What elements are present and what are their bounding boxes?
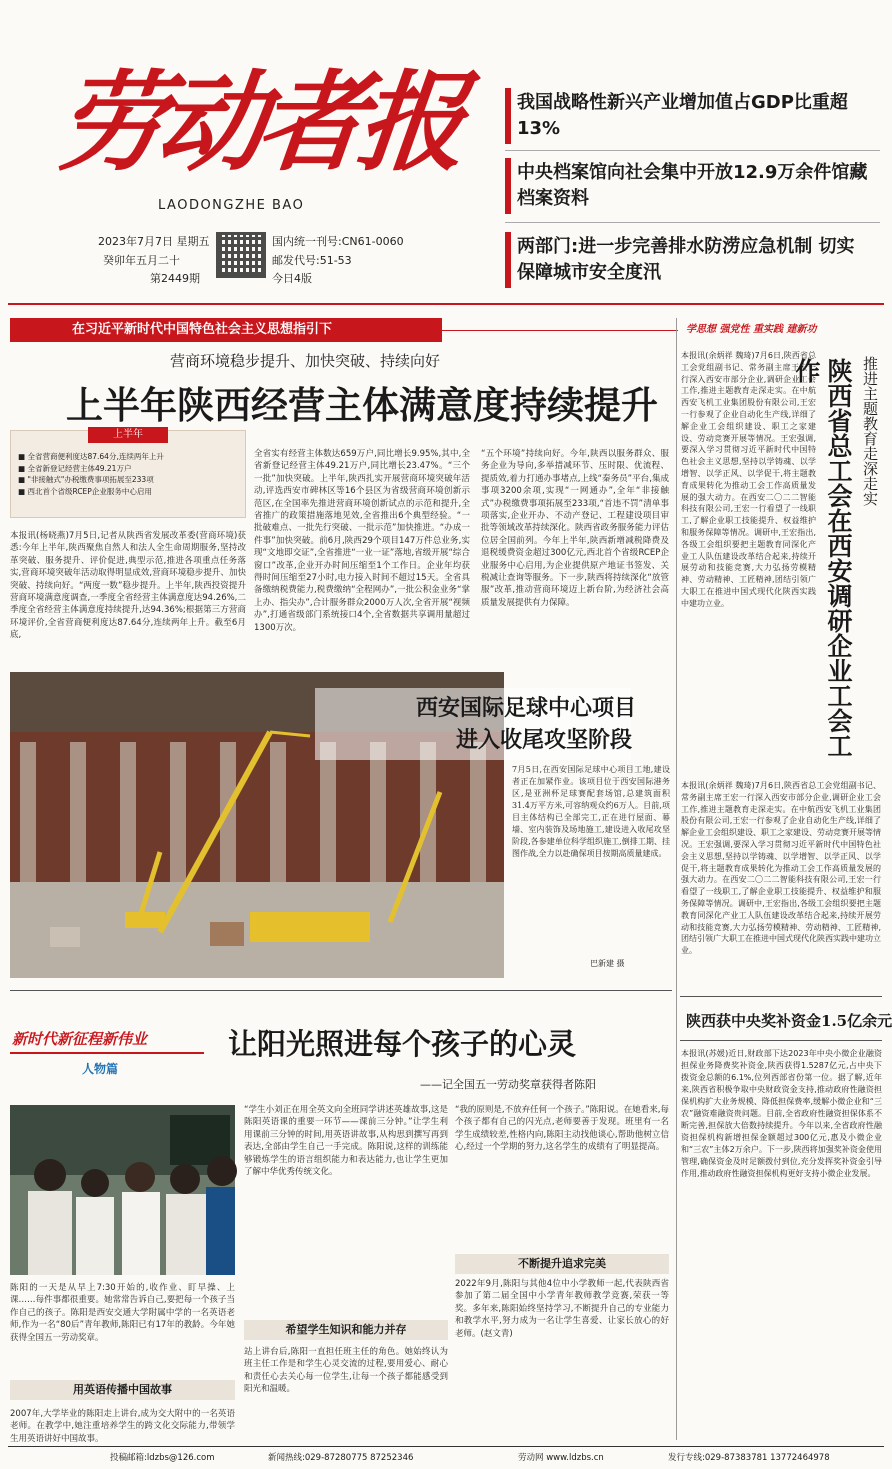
- feature-text-2: 2007年,大学毕业的陈阳走上讲台,成为交大附中的一名英语老师。在教学中,她注重培养学生的跨文化交际能力,带领学生用英语讲好中国故事。: [10, 1409, 235, 1444]
- divider: [680, 996, 882, 997]
- banner-rule: [10, 1052, 204, 1054]
- masthead-cn-number: 国内统一刊号:CN61-0060: [272, 235, 404, 248]
- banner-rule: [442, 330, 678, 331]
- masthead-lunar: 癸卯年五月二十: [103, 254, 180, 267]
- lead-text-col1: 本报讯(杨晓燕)7月5日,记者从陕西省发展改革委(营商环境)获悉:今年上半年,陕西聚焦自然人和法人全生命周期服务,坚持改革突破、服务提升、评价促进,典型示范,推进各项重点任务落实,营商环境突破年活动取得明显成效,营商环境稳步提升、加快突破、持续向好。“两度一数”稳步提升。上半年,陕西投资提升营商环境满意度调查,一季度全省经营主体满意度达94.26%,二季度全省经营主体满意度持续提升,达94.36%;根据第三方营商环境评价,全省营商便利度达87.64分,连续两年上升。截至6月底,: [10, 531, 246, 641]
- masthead-postal-code: 邮发代号:51-53: [272, 254, 352, 267]
- feature-subhead-1: 用英语传播中国故事: [10, 1380, 235, 1400]
- sidebar-title[interactable]: 陕西省总工会在西安调研企业工会工作: [792, 358, 853, 758]
- photo-credit: 巴新建 摄: [590, 959, 625, 968]
- masthead-date: 2023年7月7日 星期五: [98, 235, 210, 248]
- feature-text-5: “我的原则是,不放弃任何一个孩子。”陈阳说。在她看来,每个孩子都有自己的闪光点,老师要善于发现。班里有一名学生成绩较差,性格内向,陈阳主动找他谈心,帮助他树立信心,经过一个学期的努力,这名学生的成绩有了明显提高。: [455, 1105, 669, 1153]
- divider: [680, 1040, 882, 1041]
- highlight-box-label: 上半年: [88, 427, 168, 443]
- headline-2[interactable]: 中央档案馆向社会集中开放12.9万余件馆藏档案资料: [517, 162, 868, 209]
- people-label: 人物篇: [82, 1062, 119, 1076]
- feature-subhead-3: 不断提升追求完美: [455, 1254, 669, 1274]
- masthead-issue: 第2449期: [150, 272, 200, 285]
- feature-title[interactable]: 让阳光照进每个孩子的心灵: [228, 1027, 577, 1061]
- divider: [505, 222, 880, 223]
- column-divider: [676, 318, 677, 1440]
- photo-title-line1[interactable]: 西安国际足球中心项目: [415, 695, 636, 721]
- highlight-bullets: [18, 451, 244, 497]
- headline-1[interactable]: 我国战略性新兴产业增加值占GDP比重超13%: [517, 92, 848, 139]
- masthead-pages: 今日4版: [272, 272, 312, 285]
- lead-text-col3: “五个环境”持续向好。今年,陕西以服务群众、服务企业为导向,多举措减环节、压时限、优流程、提质效,着力打通办事堵点,上线“秦务员”平台,集成事项3200余项,实现“一网通办”,全年“非接触式”办税缴费事项拓展至233项,“首违不罚”清单事项落实,企业开办、不动产登记、工程建设项目审批等领域改革持续深化。陕西省政务服务能力评估位居全国前列。今年上半年,陕西新增减税降费及退税缓费资金超过300亿元,西北首个省级RCEP企业服务中心启用,为企业提供原产地证书签发、关税减让查询等服务。下一步,陕西将持续深化“放管服”改革,推动营商环境迈上新台阶,为经济社会高质量发展提供有力保障。: [481, 449, 669, 608]
- qr-code: [216, 232, 266, 278]
- feature-text-6: 2022年9月,陈阳与其他4位中小学教师一起,代表陕西省参加了第二届全国中小学青年教师教学竞赛,荣获一等奖。多年来,陈阳始终坚持学习,不断提升自己的专业能力和教学水平,努力成为一名让学生喜爱、让家长放心的好老师。(赵文青): [455, 1279, 669, 1339]
- fund-text: 本报讯(苏媛)近日,财政部下达2023年中央小微企业融资担保业务降费奖补资金,陕西获得1.5287亿元,占中央下拨资金总额的6.1%,位列西部省份第一位。据了解,近年来,陕西省积极争取中央财政资金支持,推动政府性融资担保机构扩大业务规模、降低担保费率,缓解小微企业和“三农”融资难融资贵问题。目前,全省政府性融资担保体系不断完善,担保放大倍数持续提升。今年以来,全省政府性融资担保机构新增担保金额超过300亿元,惠及小微企业和“三农”主体2万余户。下一步,陕西将加强奖补资金使用管理,确保资金及时足额拨付到位,充分发挥奖补资金引导作用,推动政府性融资担保机构更好支持小微企业发展。: [681, 1049, 882, 1178]
- right-slogan: 学思想 强党性 重实践 建新功: [686, 324, 817, 335]
- sidebar-subtitle: 推进主题教育走深走实: [861, 356, 879, 506]
- bullet-item: ■ "非接触式"办税缴费事项拓展至233项: [18, 475, 154, 484]
- divider: [505, 150, 880, 151]
- headline-3[interactable]: 两部门:进一步完善排水防涝应急机制 切实保障城市安全度汛: [517, 236, 855, 283]
- footer-rule: [8, 1446, 884, 1447]
- headline-marker: [505, 88, 511, 144]
- footer-circulation: 发行专线:029-87383781 13772464978: [668, 1453, 830, 1463]
- photo-caption: 7月5日,在西安国际足球中心项目工地,建设者正在加紧作业。该项目位于西安国际港务区,是亚洲杯足球赛配套场馆,总建筑面积31.4万平方米,可容纳观众约6万人。目前,项目主体结构已全部完工,正在进行屋面、幕墙、室内装饰及场地施工,建设进入收尾攻坚阶段,各参建单位科学组织施工,倒排工期、挂图作战,全力以赴确保项目按期高质量建成。: [512, 765, 670, 858]
- footer-news-phone: 新闻热线:029-87280775 87252346: [268, 1453, 414, 1463]
- bullet-item: ■ 全省营商便利度达87.64分,连续两年上升: [18, 452, 164, 461]
- lead-text-col2: 全省实有经营主体数达659万户,同比增长9.95%,其中,全省新登记经营主体49.21万户,同比增长23.47%。“三个一批”加快突破。上半年,陕西扎实开展营商环境突破年活动,评选西安市碑林区等16个县区为省级营商环境创新示范区,在全国率先推进营商环境创新试点的示范和提升,全省推广的政策措施落地见效,全省推出6个典型经验。“一批破难点、一批先行突破、一批示范”加快推进。“办成一件事”加快突破。前6月,陕西29个项目147万件总业务,实现“文地即交证”,全省推进“一业一证”落地,省级开展“综合窗口”改革,企业开办时间压缩至1个工作日。企业年均获得时间压缩至27小时,电力接入时间不超过15天。全省具备缴纳税费能力,税费缴纳“全程网办”,一批公积金业务“掌上办、指尖办”,合计服务群众2000万人次,全省开展“视频办”,打通省级部门系统接口4个,全省数据共享调用量超过1300万次。: [254, 449, 470, 633]
- feature-text-4: 站上讲台后,陈阳一直担任班主任的角色。她始终认为班主任工作是和学生心灵交流的过程,要用爱心、耐心和责任心去关心每一位学生,让每一个孩子都能感受到阳光和温暖。: [244, 1347, 448, 1395]
- footer-email[interactable]: 投稿邮箱:ldzbs@126.com: [110, 1453, 215, 1463]
- masthead-logo: 劳动者报: [51, 60, 465, 186]
- sidebar-text-lower: 本报讯(余炳祥 魏琦)7月6日,陕西省总工会党组副书记、常务副主席王宏一行深入西安市部分企业,调研企业工会工作,推进主题教育走深走实。在中航西安飞机工业集团股份有限公司,王宏一行参观了企业自动化生产线,详细了解企业工会组织建设、职工之家建设、劳动竞赛开展等情况。王宏强调,要深入学习贯彻习近平新时代中国特色社会主义思想,坚持以学铸魂、以学增智、以学正风、以学促干,将主题教育成果转化为推动工会工作高质量发展的强大动力。在西安二〇二二智能科技有限公司,王宏一行看望了一线职工,了解企业职工技能提升、权益维护和服务保障等情况。调研中,王宏指出,各级工会组织要把主题教育同深化产业工人队伍建设改革结合起来,持续开展劳动和技能竞赛,大力弘扬劳模精神、劳动精神、工匠精神,团结引领广大职工在推进中国式现代化陕西实践中建功立业。: [681, 781, 881, 956]
- new-era-banner: 新时代新征程新伟业: [12, 1030, 148, 1048]
- headline-marker: [505, 232, 511, 288]
- photo-title-line2[interactable]: 进入收尾攻坚阶段: [455, 727, 632, 753]
- column-banner-text: 在习近平新时代中国特色社会主义思想指引下: [72, 322, 333, 337]
- footer-website[interactable]: 劳动网 www.ldzbs.cn: [518, 1453, 604, 1463]
- divider: [10, 990, 672, 991]
- feature-text-1: 陈阳的一天是从早上7:30开始的,收作业、盯早操、上课……每件事都很重要。她常常告诉自己,要把每一个孩子当作自己的孩子。陈阳是西安交通大学附属中学的一名英语老师,作为一名“80后”青年教师,陈阳已有17年的教龄。今年她获得全国五一劳动奖章。: [10, 1283, 235, 1343]
- masthead-pinyin: LAODONGZHE BAO: [158, 198, 305, 213]
- lead-title[interactable]: 上半年陕西经营主体满意度持续提升: [66, 383, 658, 427]
- bullet-item: ■ 全省新登记经营主体49.21万户: [18, 463, 132, 473]
- teacher-photo: [10, 1105, 235, 1275]
- masthead-rule: [8, 303, 884, 305]
- sidebar-text: 本报讯(余炳祥 魏琦)7月6日,陕西省总工会党组副书记、常务副主席王宏一行深入西安市部分企业,调研企业工会工作,推进主题教育走深走实。在中航西安飞机工业集团股份有限公司,王宏一行参观了企业自动化生产线,详细了解企业工会组织建设、职工之家建设、劳动竞赛开展等情况。王宏强调,要深入学习贯彻习近平新时代中国特色社会主义思想,坚持以学铸魂、以学增智、以学正风、以学促干,将主题教育成果转化为推动工会工作高质量发展的强大动力。在西安二〇二二智能科技有限公司,王宏一行看望了一线职工,了解企业职工技能提升、权益维护和服务保障等情况。调研中,王宏指出,各级工会组织要把主题教育同深化产业工人队伍建设改革结合起来,持续开展劳动和技能竞赛,大力弘扬劳模精神、劳动精神、工匠精神,团结引领广大职工在推进中国式现代化陕西实践中建功立业。: [681, 351, 816, 608]
- feature-text-3: “学生小刘正在用全英文向全班同学讲述英雄故事,这是陈阳英语课的重要一环节——课前三分钟。”让学生利用课前三分钟的时间,用英语讲故事,从构思到撰写再到表达,全部由学生自己一手完成。陈阳说,这样的训练能够锻炼学生的语言组织能力和表达能力,也让学生更加了解中华优秀传统文化。: [244, 1105, 448, 1178]
- feature-subtitle: ——记全国五一劳动奖章获得者陈阳: [420, 1078, 596, 1091]
- headline-marker: [505, 158, 511, 214]
- feature-subhead-2: 希望学生知识和能力并存: [244, 1320, 448, 1340]
- fund-title[interactable]: 陕西获中央奖补资金1.5亿余元: [686, 1012, 892, 1030]
- lead-kicker: 营商环境稳步提升、加快突破、持续向好: [170, 352, 441, 370]
- bullet-item: ■ 西北首个省级RCEP企业服务中心启用: [18, 486, 152, 496]
- teacher-photo-image: [10, 1105, 235, 1275]
